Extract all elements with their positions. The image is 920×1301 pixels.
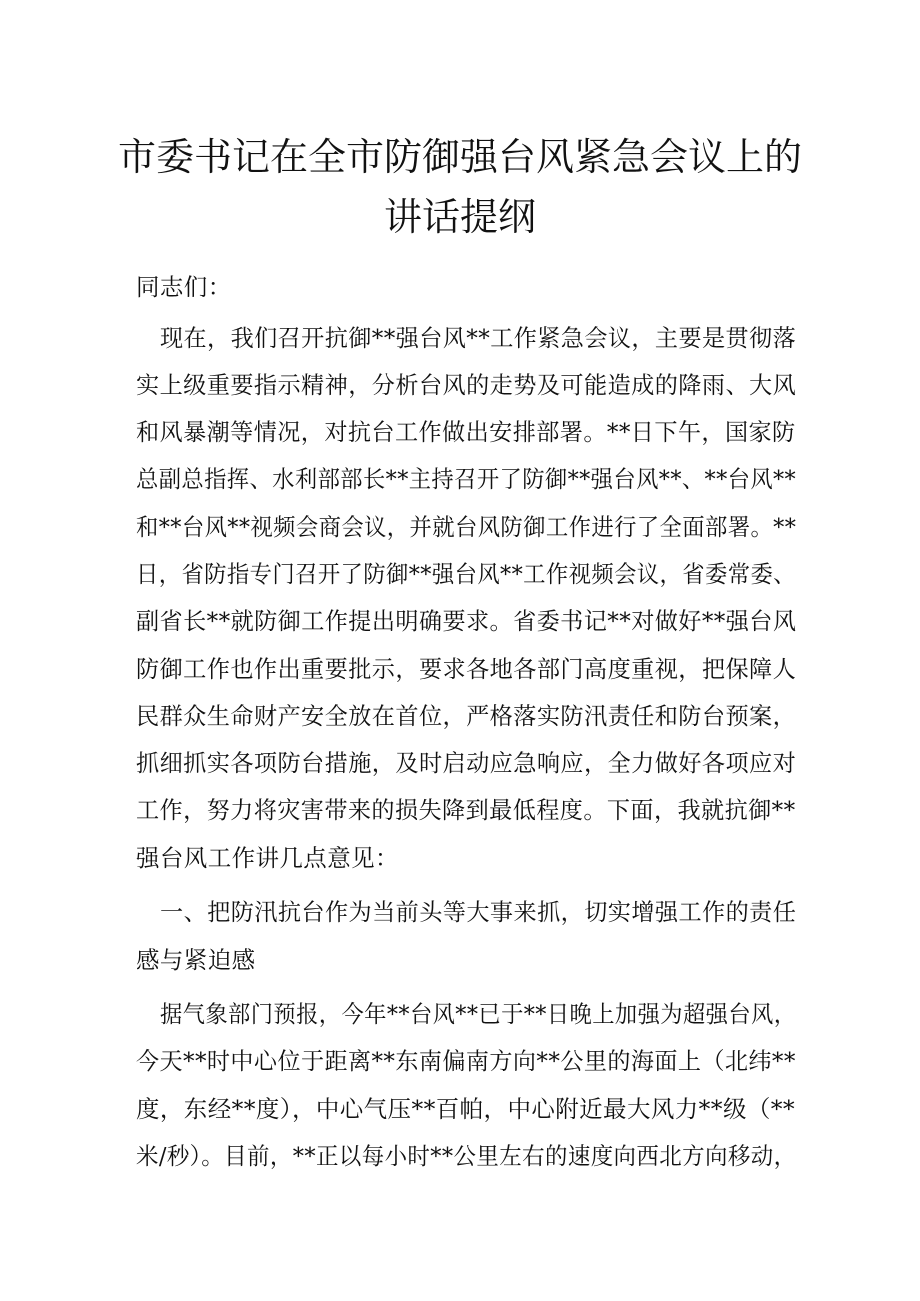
paragraph-line: 现在，我们召开抗御**强台风**工作紧急会议，主要是贯彻落 <box>160 324 797 352</box>
paragraph-line: 和风暴潮等情况，对抗台工作做出安排部署。**日下午，国家防 <box>136 418 796 446</box>
paragraph-line: 今天**时中心位于距离**东南偏南方向**公里的海面上（北纬** <box>136 1047 796 1075</box>
paragraph-line: 米/秒）。目前，**正以每小时**公里左右的速度向西北方向移动， <box>136 1142 797 1170</box>
paragraph-line: 民群众生命财产安全放在首位，严格落实防汛责任和防台预案， <box>136 702 797 730</box>
document-title-line-1: 市委书记在全市防御强台风紧急会议上的 <box>117 135 802 179</box>
paragraph-line: 总副总指挥、水利部部长**主持召开了防御**强台风**、**台风** <box>136 465 797 493</box>
paragraph-line: 日，省防指专门召开了防御**强台风**工作视频会议，省委常委、 <box>136 560 796 588</box>
paragraph-line: 工作，努力将灾害带来的损失降到最低程度。下面，我就抗御** <box>136 796 796 824</box>
paragraph-line: 实上级重要指示精神，分析台风的走势及可能造成的降雨、大风 <box>136 371 797 399</box>
paragraph-line: 据气象部门预报，今年**台风**已于**日晚上加强为超强台风， <box>160 1000 797 1028</box>
section-heading-line: 感与紧迫感 <box>136 946 256 974</box>
section-heading-line: 一、把防汛抗台作为当前头等大事来抓，切实增强工作的责任 <box>160 898 797 926</box>
paragraph-line: 和**台风**视频会商会议，并就台风防御工作进行了全面部署。** <box>136 513 797 541</box>
salutation: 同志们： <box>136 273 232 301</box>
paragraph-line: 度，东经**度），中心气压**百帕，中心附近最大风力**级（** <box>136 1095 796 1123</box>
paragraph-line: 强台风工作讲几点意见： <box>136 844 399 872</box>
paragraph-line: 副省长**就防御工作提出明确要求。省委书记**对做好**强台风 <box>136 607 797 635</box>
paragraph-line: 防御工作也作出重要批示，要求各地各部门高度重视，把保障人 <box>136 655 797 683</box>
document-title-line-2: 讲话提纲 <box>383 195 536 239</box>
paragraph-line: 抓细抓实各项防台措施，及时启动应急响应，全力做好各项应对 <box>136 749 797 777</box>
